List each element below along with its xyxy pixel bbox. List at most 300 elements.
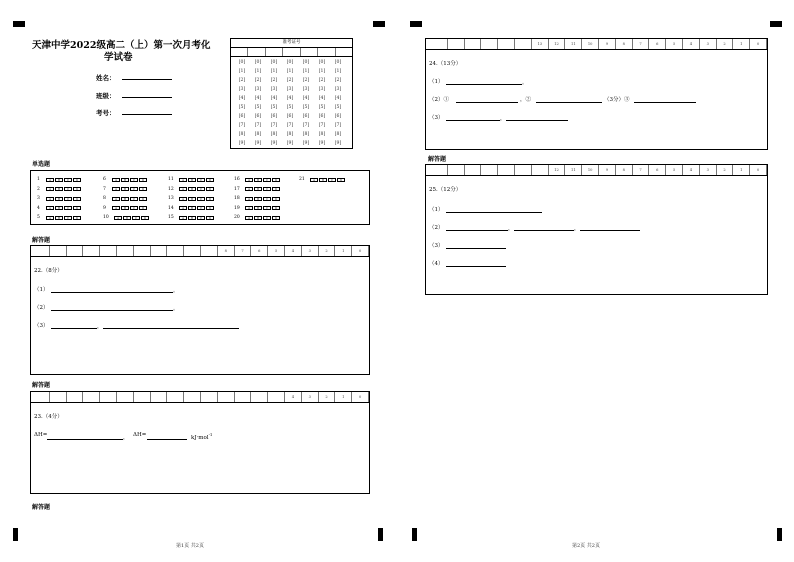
exam-id-bubble[interactable]: [3] — [302, 87, 310, 92]
mc-option-bubble[interactable]: C — [130, 178, 138, 182]
score-cell[interactable]: 13 — [532, 39, 549, 49]
exam-id-bubble[interactable]: [7] — [302, 123, 310, 128]
mc-question-number: 16 — [234, 177, 240, 182]
q24-line2-label: （2）① — [429, 97, 449, 103]
score-cell[interactable]: 6 — [251, 246, 268, 256]
exam-id-bubble[interactable]: [9] — [334, 141, 342, 146]
mc-question-number: 15 — [168, 215, 174, 220]
exam-id-bubble[interactable]: [8] — [286, 132, 294, 137]
score-cell[interactable]: 4 — [683, 39, 700, 49]
mc-question-row — [103, 205, 148, 212]
mc-option-bubble[interactable]: D — [272, 178, 280, 182]
exam-id-bubble[interactable]: [8] — [302, 132, 310, 137]
q24-score-cells[interactable] — [431, 39, 767, 49]
mc-question-row — [168, 176, 215, 183]
score-cell[interactable]: 5 — [666, 165, 683, 175]
mc-question-number: 18 — [234, 196, 240, 201]
q23-dh1-label: ΔH= — [34, 432, 48, 438]
q25-line4-label: （4） — [429, 261, 444, 267]
class-field[interactable] — [122, 97, 172, 98]
mc-option-bubble[interactable]: B — [319, 178, 327, 182]
mc-option-bubble[interactable]: C — [197, 206, 205, 210]
score-cell[interactable]: 4 — [285, 392, 302, 402]
q24-line2c-field[interactable] — [634, 102, 696, 103]
mc-question-number: 14 — [168, 205, 174, 211]
mc-option-bubble[interactable]: C — [130, 187, 138, 191]
score-cell-blank — [201, 246, 218, 256]
score-cell[interactable]: 6 — [649, 165, 666, 175]
q23-dh2-label: ΔH= — [133, 432, 147, 438]
mc-option-bubble[interactable]: C — [197, 187, 205, 191]
q25-line2b-field[interactable] — [514, 230, 574, 231]
mc-option-bubble[interactable]: B — [123, 216, 131, 220]
mc-option-bubble[interactable]: C — [263, 216, 271, 220]
score-cell[interactable]: 6 — [649, 39, 666, 49]
mc-option-bubble[interactable]: B — [254, 187, 262, 191]
exam-id-bubble[interactable]: [2] — [270, 78, 278, 83]
q24-line2-c: （3分）③ — [604, 97, 630, 103]
mc-option-bubble[interactable]: B — [55, 187, 63, 191]
exam-id-bubble[interactable]: [5] — [302, 105, 310, 110]
mc-option-bubble[interactable]: B — [254, 178, 262, 182]
exam-id-bubble[interactable]: [3] — [318, 87, 326, 92]
exam-id-bubble[interactable]: [9] — [302, 141, 310, 146]
score-cell-blank — [67, 392, 84, 402]
q24-line3b-field[interactable] — [506, 120, 568, 121]
q25-line2-b: ， — [508, 226, 514, 232]
score-cell-blank — [498, 165, 515, 175]
exam-id-bubble[interactable]: [3] — [334, 87, 342, 92]
mc-option-bubble[interactable]: D — [206, 178, 214, 182]
exam-id-bubble[interactable]: [4] — [318, 96, 326, 101]
exam-id-bubble[interactable]: [8] — [318, 132, 326, 137]
mc-option-bubble[interactable]: A — [179, 197, 187, 201]
score-cell-blank — [134, 392, 151, 402]
mc-option-bubble[interactable]: A — [245, 187, 253, 191]
exam-id-bubble[interactable]: [7] — [286, 123, 294, 128]
mc-option-bubble[interactable]: A — [179, 216, 187, 220]
mc-option-bubble[interactable]: D — [73, 197, 81, 201]
mc-option-bubble[interactable]: D — [141, 216, 149, 220]
exam-id-bubble[interactable]: [0] — [302, 60, 310, 65]
mc-question-row — [37, 176, 82, 183]
exam-id-bubble[interactable]: [7] — [238, 123, 246, 128]
exam-id-bubble[interactable]: [5] — [318, 105, 326, 110]
mc-question-row — [103, 176, 148, 183]
mc-option-bubble[interactable]: A — [179, 187, 187, 191]
exam-id-bubbles[interactable] — [234, 58, 346, 148]
q24-line3a-field[interactable] — [446, 120, 500, 121]
exam-id-bubble[interactable]: [5] — [334, 105, 342, 110]
mc-option-bubble[interactable]: C — [64, 206, 72, 210]
q22-line2-label: （2） — [34, 305, 49, 311]
mc-option-bubble[interactable]: C — [328, 178, 336, 182]
score-cell[interactable]: 7 — [235, 246, 252, 256]
mc-option-bubble[interactable]: D — [272, 216, 280, 220]
q25-line2-label: （2） — [429, 225, 444, 231]
registration-mark — [378, 528, 383, 541]
mc-option-bubble[interactable]: D — [73, 178, 81, 182]
score-cell[interactable]: 0 — [750, 39, 767, 49]
exam-id-bubble[interactable]: [1] — [334, 69, 342, 74]
mc-option-bubble[interactable]: D — [337, 178, 345, 182]
mc-option-bubble[interactable]: D — [206, 197, 214, 201]
mc-option-bubble[interactable]: D — [139, 197, 147, 201]
exam-id-bubble[interactable]: [6] — [302, 114, 310, 119]
exam-id-bubble[interactable]: [4] — [302, 96, 310, 101]
exam-id-bubble[interactable]: [8] — [334, 132, 342, 137]
exam-id-bubble[interactable]: [6] — [334, 114, 342, 119]
exam-id-bubble[interactable]: [3] — [254, 87, 262, 92]
mc-option-bubble[interactable]: C — [263, 197, 271, 201]
mc-option-bubble[interactable]: B — [188, 216, 196, 220]
exam-id-bubble[interactable]: [9] — [238, 141, 246, 146]
mc-option-bubble[interactable]: B — [188, 206, 196, 210]
mc-option-bubble[interactable]: A — [46, 178, 54, 182]
mc-option-bubble[interactable]: A — [46, 216, 54, 220]
exam-id-bubble[interactable]: [8] — [238, 132, 246, 137]
q22-line3-label: （3） — [34, 323, 49, 329]
score-cell[interactable]: 3 — [700, 165, 717, 175]
q24-line1-field[interactable] — [446, 84, 522, 85]
exam-id-bubble[interactable]: [3] — [238, 87, 246, 92]
mc-option-bubble[interactable]: B — [254, 206, 262, 210]
exam-id-bubble[interactable]: [7] — [334, 123, 342, 128]
score-cell-blank — [431, 165, 448, 175]
mc-option-bubble[interactable]: C — [130, 197, 138, 201]
exam-id-bubble[interactable]: [1] — [238, 69, 246, 74]
mc-option-bubble[interactable]: D — [139, 178, 147, 182]
exam-id-bubble[interactable]: [1] — [254, 69, 262, 74]
q22-line2-field[interactable] — [51, 310, 173, 311]
q22-line3b-field[interactable] — [103, 328, 239, 329]
mc-option-bubble[interactable]: B — [188, 197, 196, 201]
score-cell[interactable]: 7 — [633, 39, 650, 49]
score-cell[interactable]: 12 — [549, 165, 566, 175]
mc-question-number: 17 — [234, 186, 240, 192]
score-cell-blank — [100, 392, 117, 402]
exam-id-bubble[interactable]: [4] — [270, 96, 278, 101]
mc-option-bubble[interactable]: B — [55, 216, 63, 220]
mc-question-row — [234, 176, 281, 183]
q25-line3-field[interactable] — [446, 248, 506, 249]
score-cell[interactable]: 5 — [268, 246, 285, 256]
mc-question-row — [103, 195, 148, 202]
mc-option-bubble[interactable]: C — [197, 216, 205, 220]
mc-option-bubble[interactable]: D — [73, 216, 81, 220]
q25-line4-field[interactable] — [446, 266, 506, 267]
score-cell[interactable]: 11 — [565, 39, 582, 49]
q23-sep: ， — [123, 435, 129, 441]
mc-question-row — [168, 214, 215, 221]
exam-id-bubble[interactable]: [5] — [270, 105, 278, 110]
exam-id-bubble[interactable]: [6] — [270, 114, 278, 119]
q25-title: 25.（12分） — [429, 187, 462, 193]
score-cell-blank — [515, 165, 532, 175]
section-label: 解答题 — [32, 237, 51, 244]
mc-question-row — [37, 214, 82, 221]
exam-id-bubble[interactable]: [0] — [334, 60, 342, 65]
exam-id-bubble[interactable]: [2] — [302, 78, 310, 83]
exam-id-bubble[interactable]: [0] — [286, 60, 294, 65]
exam-id-bubble[interactable]: [7] — [270, 123, 278, 128]
score-cell[interactable]: 5 — [666, 39, 683, 49]
score-cell-blank — [235, 392, 252, 402]
mc-option-bubble[interactable]: D — [206, 206, 214, 210]
class-label: 班级： — [96, 92, 116, 100]
mc-option-bubble[interactable]: D — [139, 187, 147, 191]
q24-answer-box — [425, 38, 768, 150]
exam-id-bubble[interactable]: [4] — [286, 96, 294, 101]
q23-dh1-field[interactable] — [47, 439, 123, 440]
score-cell[interactable]: 10 — [582, 165, 599, 175]
mc-option-bubble[interactable]: D — [272, 187, 280, 191]
exam-id-bubble[interactable]: [0] — [270, 60, 278, 65]
q24-line1-label: （1） — [429, 79, 444, 85]
exam-id-bubble[interactable]: [6] — [286, 114, 294, 119]
mc-option-bubble[interactable]: C — [132, 216, 140, 220]
score-cell[interactable]: 2 — [319, 392, 336, 402]
mc-option-bubble[interactable]: B — [55, 178, 63, 182]
mc-option-bubble[interactable]: B — [254, 197, 262, 201]
mc-option-bubble[interactable]: C — [263, 178, 271, 182]
mc-question-row — [37, 186, 82, 193]
exam-id-bubble[interactable]: [8] — [270, 132, 278, 137]
exam-id-bubble[interactable]: [6] — [254, 114, 262, 119]
score-cell[interactable]: 1 — [335, 392, 352, 402]
section-label: 解答题 — [32, 504, 51, 511]
mc-option-bubble[interactable]: D — [73, 187, 81, 191]
mc-option-bubble[interactable]: C — [197, 197, 205, 201]
exam-id-bubble[interactable]: [5] — [254, 105, 262, 110]
score-cell[interactable]: 3 — [302, 392, 319, 402]
mc-option-bubble[interactable]: A — [46, 187, 54, 191]
exam-id-bubble[interactable]: [1] — [270, 69, 278, 74]
score-cell-blank — [465, 165, 482, 175]
exam-id-bubble[interactable]: [9] — [286, 141, 294, 146]
score-cell-blank — [83, 392, 100, 402]
exam-id-bubble[interactable]: [4] — [254, 96, 262, 101]
score-cell[interactable]: 8 — [616, 39, 633, 49]
score-cell[interactable]: 10 — [582, 39, 599, 49]
exam-id-bubble[interactable]: [0] — [238, 60, 246, 65]
mc-question-number: 4 — [37, 205, 40, 211]
registration-mark — [412, 528, 417, 541]
score-cell[interactable]: 8 — [218, 246, 235, 256]
mc-option-bubble[interactable]: A — [245, 216, 253, 220]
score-cell-blank — [167, 392, 184, 402]
q23-unit-text: kJ·mol — [191, 434, 209, 441]
mc-option-bubble[interactable]: C — [64, 187, 72, 191]
exam-id-bubble[interactable]: [5] — [286, 105, 294, 110]
exam-id-bubble[interactable]: [2] — [254, 78, 262, 83]
score-cell[interactable]: 2 — [319, 246, 336, 256]
score-cell[interactable]: 9 — [599, 165, 616, 175]
name-label: 姓名： — [96, 74, 116, 82]
score-cell[interactable]: 0 — [352, 392, 369, 402]
q22-line1-label: （1） — [34, 287, 49, 293]
score-cell-blank — [515, 39, 532, 49]
exam-id-bubble[interactable]: [9] — [318, 141, 326, 146]
mc-option-bubble[interactable]: B — [121, 187, 129, 191]
q22-line1-field[interactable] — [51, 292, 173, 293]
mc-option-bubble[interactable]: D — [272, 197, 280, 201]
mc-option-bubble[interactable]: A — [245, 206, 253, 210]
exam-id-bubble[interactable]: [6] — [318, 114, 326, 119]
mc-option-bubble[interactable]: A — [245, 178, 253, 182]
mc-option-bubble[interactable]: B — [55, 206, 63, 210]
mc-option-bubble[interactable]: C — [263, 187, 271, 191]
score-cell[interactable]: 3 — [302, 246, 319, 256]
mc-option-bubble[interactable]: A — [46, 206, 54, 210]
score-cell[interactable]: 1 — [733, 165, 750, 175]
mc-option-bubble[interactable]: C — [130, 206, 138, 210]
q24-line2b-field[interactable] — [536, 102, 602, 103]
mc-option-bubble[interactable]: D — [206, 187, 214, 191]
exam-number-label: 考号： — [96, 109, 116, 117]
q25-line1-field[interactable] — [446, 212, 542, 213]
score-cell[interactable]: 12 — [549, 39, 566, 49]
name-field[interactable] — [122, 79, 172, 80]
q24-line1-end: 。 — [522, 80, 528, 86]
mc-option-bubble[interactable]: C — [64, 197, 72, 201]
q25-line2a-field[interactable] — [446, 230, 508, 231]
mc-option-bubble[interactable]: A — [179, 178, 187, 182]
q25-line2-c: ， — [574, 226, 580, 232]
score-cell[interactable]: 1 — [733, 39, 750, 49]
exam-id-bubble[interactable]: [9] — [270, 141, 278, 146]
score-cell[interactable]: 2 — [717, 39, 734, 49]
exam-id-bubble[interactable]: [2] — [238, 78, 246, 83]
mc-option-bubble[interactable]: C — [263, 206, 271, 210]
mc-question-number: 20 — [234, 215, 240, 220]
registration-mark — [13, 528, 18, 541]
score-cell[interactable]: 3 — [700, 39, 717, 49]
score-cell[interactable]: 1 — [335, 246, 352, 256]
exam-id-bubble[interactable]: [1] — [318, 69, 326, 74]
page1-footer: 第1页 共2页 — [176, 543, 204, 549]
q25-line2c-field[interactable] — [580, 230, 640, 231]
score-cell[interactable]: 0 — [750, 165, 767, 175]
exam-id-bubble[interactable]: [4] — [238, 96, 246, 101]
mc-option-bubble[interactable]: A — [114, 216, 122, 220]
mc-option-bubble[interactable]: C — [197, 178, 205, 182]
mc-question-row — [103, 186, 148, 193]
mc-option-bubble[interactable]: B — [121, 178, 129, 182]
mc-question-number: 19 — [234, 205, 240, 211]
mc-question-number: 10 — [103, 215, 109, 220]
mc-option-bubble[interactable]: A — [112, 178, 120, 182]
exam-id-bubble[interactable]: [7] — [254, 123, 262, 128]
exam-id-bubble[interactable]: [2] — [334, 78, 342, 83]
section-label: 解答题 — [32, 382, 51, 389]
exam-id-bubble[interactable]: [1] — [302, 69, 310, 74]
q24-line3-b: ， — [500, 116, 506, 122]
score-cell-blank — [448, 39, 465, 49]
score-cell-blank — [50, 246, 67, 256]
mc-option-bubble[interactable]: A — [179, 206, 187, 210]
mc-question-number: 8 — [103, 196, 106, 201]
mc-option-bubble[interactable]: D — [272, 206, 280, 210]
mc-option-bubble[interactable]: A — [245, 197, 253, 201]
score-cell-blank — [184, 246, 201, 256]
mc-question-number: 11 — [168, 177, 174, 182]
mc-option-bubble[interactable]: C — [64, 216, 72, 220]
mc-option-bubble[interactable]: A — [46, 197, 54, 201]
mc-option-bubble[interactable]: B — [188, 187, 196, 191]
q23-dh2-field[interactable] — [147, 439, 187, 440]
mc-question-number: 3 — [37, 196, 40, 201]
score-cell-blank — [268, 392, 285, 402]
score-cell-blank — [117, 392, 134, 402]
q23-title: 23.（4分） — [34, 414, 63, 420]
exam-id-bubble[interactable]: [0] — [318, 60, 326, 65]
exam-id-bubble[interactable]: [8] — [254, 132, 262, 137]
mc-option-bubble[interactable]: D — [206, 216, 214, 220]
mc-option-bubble[interactable]: B — [254, 216, 262, 220]
q23-score-cells[interactable] — [33, 392, 369, 402]
score-cell[interactable]: 9 — [599, 39, 616, 49]
q24-line2a-field[interactable] — [456, 102, 518, 103]
exam-id-bubble[interactable]: [1] — [286, 69, 294, 74]
score-cell[interactable]: 0 — [352, 246, 369, 256]
score-cell[interactable]: 8 — [616, 165, 633, 175]
mc-question-number: 2 — [37, 186, 40, 192]
mc-option-bubble[interactable]: A — [112, 187, 120, 191]
mc-option-bubble[interactable]: A — [112, 206, 120, 210]
score-cell-blank — [251, 392, 268, 402]
score-cell-blank — [134, 246, 151, 256]
exam-id-bubble[interactable]: [5] — [238, 105, 246, 110]
score-cell[interactable]: 7 — [633, 165, 650, 175]
mc-option-bubble[interactable]: B — [121, 197, 129, 201]
mc-option-bubble[interactable]: C — [64, 178, 72, 182]
score-cell-blank — [33, 246, 50, 256]
mc-option-bubble[interactable]: B — [188, 178, 196, 182]
mc-option-bubble[interactable]: B — [55, 197, 63, 201]
q22-line3a-field[interactable] — [51, 328, 97, 329]
exam-number-field[interactable] — [122, 114, 172, 115]
q22-answer-box — [30, 245, 370, 375]
score-cell[interactable]: 2 — [717, 165, 734, 175]
exam-id-bubble[interactable]: [7] — [318, 123, 326, 128]
score-cell[interactable]: 4 — [683, 165, 700, 175]
mc-option-bubble[interactable]: D — [139, 206, 147, 210]
exam-id-bubble[interactable]: [2] — [318, 78, 326, 83]
exam-id-bubble[interactable]: [9] — [254, 141, 262, 146]
mc-option-bubble[interactable]: D — [73, 206, 81, 210]
exam-id-bubble[interactable]: [2] — [286, 78, 294, 83]
registration-mark — [777, 528, 782, 541]
exam-id-bubble[interactable]: [0] — [254, 60, 262, 65]
exam-id-bubble[interactable]: [6] — [238, 114, 246, 119]
mc-question-row — [37, 195, 82, 202]
exam-id-bubble[interactable]: [4] — [334, 96, 342, 101]
mc-option-bubble[interactable]: B — [121, 206, 129, 210]
score-cell[interactable]: 4 — [285, 246, 302, 256]
mc-question-number: 6 — [103, 177, 106, 182]
score-cell-blank — [117, 246, 134, 256]
score-cell-blank — [151, 392, 168, 402]
q22-score-cells[interactable] — [33, 246, 369, 256]
exam-id-bubble[interactable]: [3] — [286, 87, 294, 92]
mc-option-bubble[interactable]: A — [112, 197, 120, 201]
mc-option-bubble[interactable]: A — [310, 178, 318, 182]
q25-score-cells[interactable] — [431, 165, 767, 175]
exam-id-bubble[interactable]: [3] — [270, 87, 278, 92]
mc-question-row — [234, 205, 281, 212]
score-cell[interactable]: 11 — [565, 165, 582, 175]
